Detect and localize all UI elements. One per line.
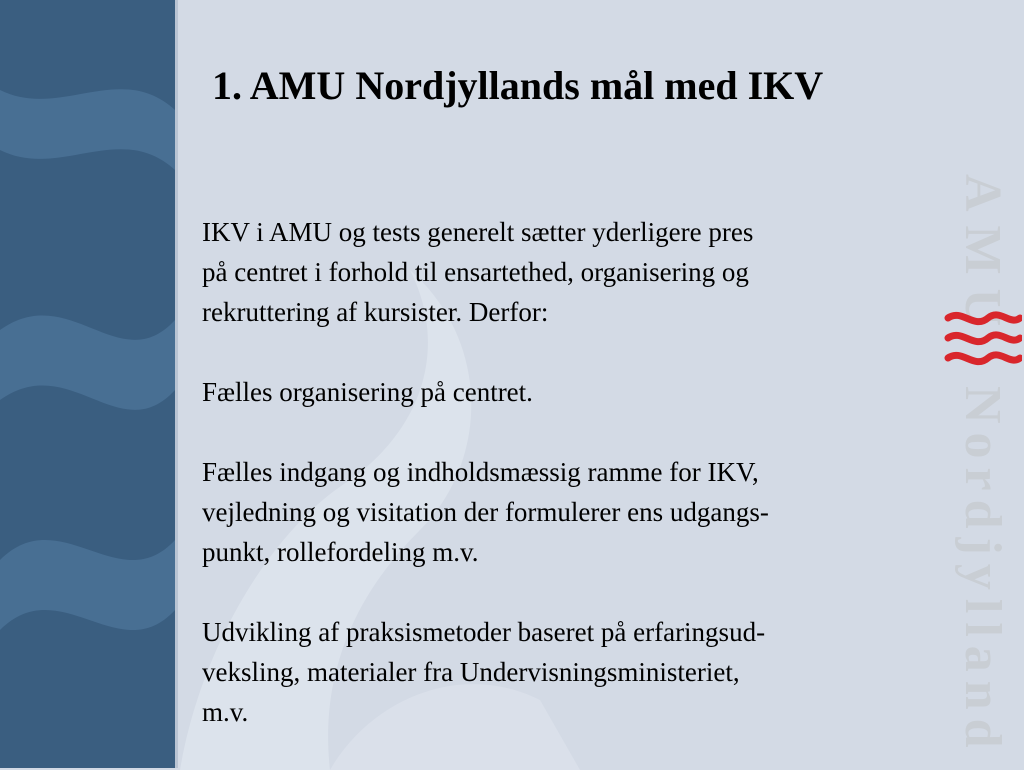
text-line: m.v. xyxy=(202,697,249,727)
text-line: Fælles indgang og indholdsmæssig ramme for IKV, xyxy=(202,457,759,487)
left-decorative-band xyxy=(0,0,175,768)
paragraph-framework xyxy=(202,452,922,572)
text-line: IKV i AMU og tests generelt sætter yderligere pres xyxy=(202,217,754,247)
paragraph-organisation xyxy=(202,372,922,412)
text-line: punkt, rollefordeling m.v. xyxy=(202,537,479,567)
logo-wordmark xyxy=(940,168,1024,757)
amu-nordjylland-logo xyxy=(940,168,1024,757)
text-line: Fælles organisering på centret. xyxy=(202,377,533,407)
text-line: rekruttering af kursister. Derfor: xyxy=(202,297,549,327)
logo-amu-text: AMU xyxy=(954,174,1011,341)
slide-content xyxy=(202,212,922,732)
paragraph-intro xyxy=(202,212,922,332)
text-line: vejledning og visitation der formulerer ens udgangs- xyxy=(202,497,769,527)
text-line: på centret i forhold til ensartethed, organisering og xyxy=(202,257,749,287)
slide-title: 1. AMU Nordjyllands mål med IKV xyxy=(212,63,824,108)
text-line: Udvikling af praksismetoder baseret på erfaringsud- xyxy=(202,617,766,647)
wave-pattern xyxy=(0,0,175,768)
paragraph-methods xyxy=(202,612,922,732)
text-line: veksling, materialer fra Undervisningsministeriet, xyxy=(202,657,740,687)
logo-region-text: Nordjylland xyxy=(954,386,1011,757)
red-wave-icon xyxy=(944,308,1022,378)
